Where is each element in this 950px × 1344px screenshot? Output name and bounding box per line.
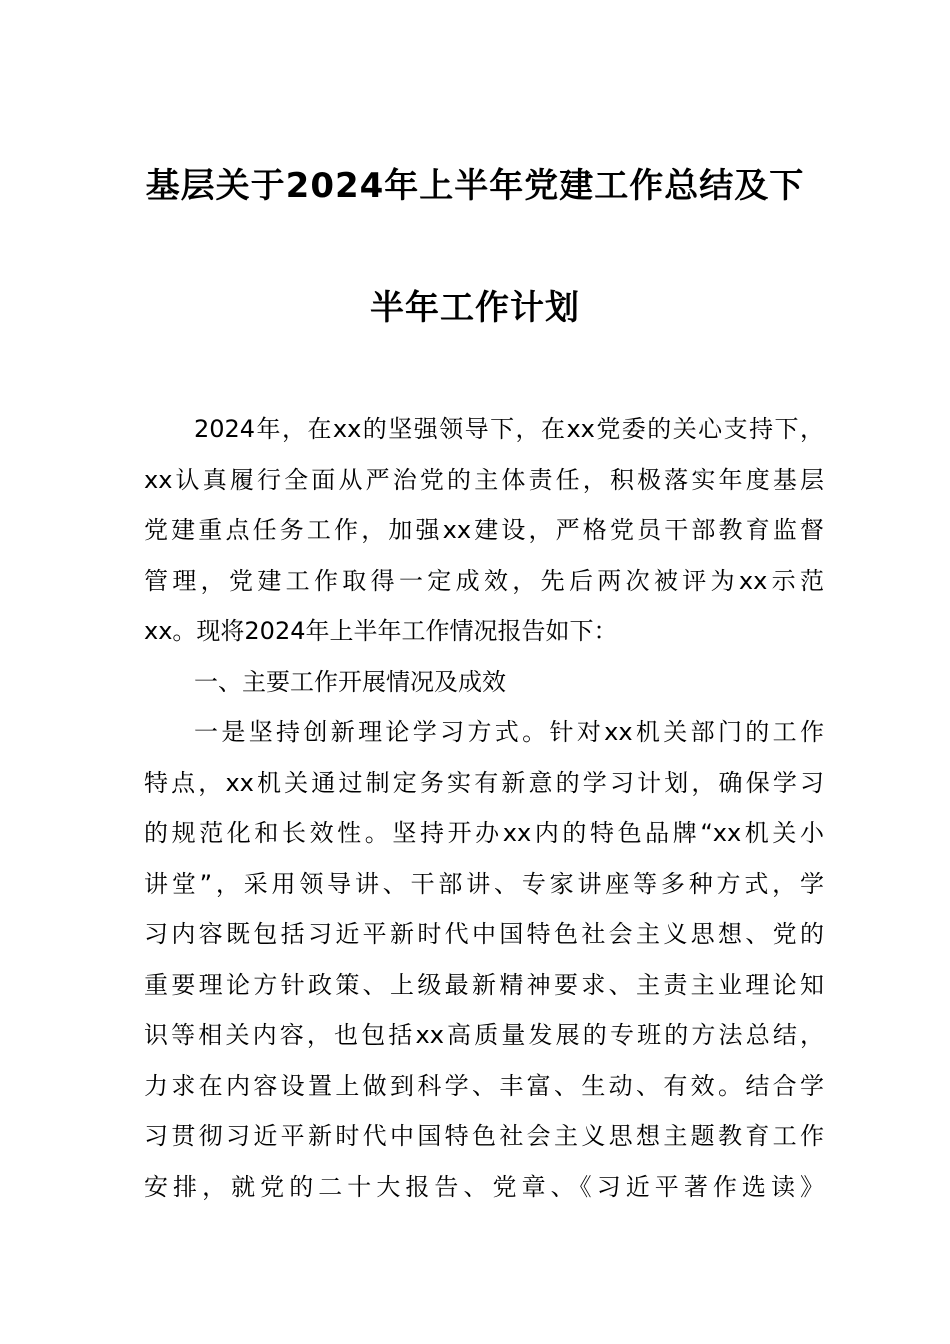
paragraph-2-line: 特点，xx机关通过制定务实有新意的学习计划，确保学习 bbox=[144, 768, 824, 797]
paragraph-1-line: xx。现将2024年上半年工作情况报告如下： bbox=[144, 617, 618, 645]
paragraph-2-line: 力求在内容设置上做到科学、丰富、生动、有效。结合学 bbox=[144, 1071, 824, 1100]
paragraph-1-line: 管理，党建工作取得一定成效，先后两次被评为xx示范 bbox=[144, 566, 824, 595]
document-title-line-1: 基层关于2024年上半年党建工作总结及下 bbox=[145, 166, 805, 206]
document-body bbox=[144, 404, 824, 1212]
paragraph-1-line: 2024年，在xx的坚强领导下，在xx党委的关心支持下， bbox=[194, 415, 824, 443]
paragraph-2-line: 一是坚持创新理论学习方式。针对xx机关部门的工作 bbox=[194, 718, 824, 746]
section-heading: 一、主要工作开展情况及成效 bbox=[194, 667, 506, 696]
paragraph-2-line: 重要理论方针政策、上级最新精神要求、主责主业理论知 bbox=[144, 970, 824, 999]
paragraph-2-line: 安排，就党的二十大报告、党章、《习近平著作选读》 bbox=[144, 1172, 824, 1201]
paragraph-2-line: 习内容既包括习近平新时代中国特色社会主义思想、党的 bbox=[144, 920, 824, 948]
paragraph-1-line: 党建重点任务工作，加强xx建设，严格党员干部教育监督 bbox=[144, 516, 824, 544]
paragraph-1-line: xx认真履行全面从严治党的主体责任，积极落实年度基层 bbox=[144, 465, 824, 494]
paragraph-2-line: 识等相关内容，也包括xx高质量发展的专班的方法总结， bbox=[144, 1021, 824, 1049]
document-title-line-2: 半年工作计划 bbox=[370, 288, 580, 328]
paragraph-2-line: 讲堂”，采用领导讲、干部讲、专家讲座等多种方式，学 bbox=[144, 869, 824, 898]
paragraph-2-line: 习贯彻习近平新时代中国特色社会主义思想主题教育工作 bbox=[144, 1122, 824, 1150]
paragraph-2-line: 的规范化和长效性。坚持开办xx内的特色品牌“xx机关小 bbox=[144, 819, 824, 847]
